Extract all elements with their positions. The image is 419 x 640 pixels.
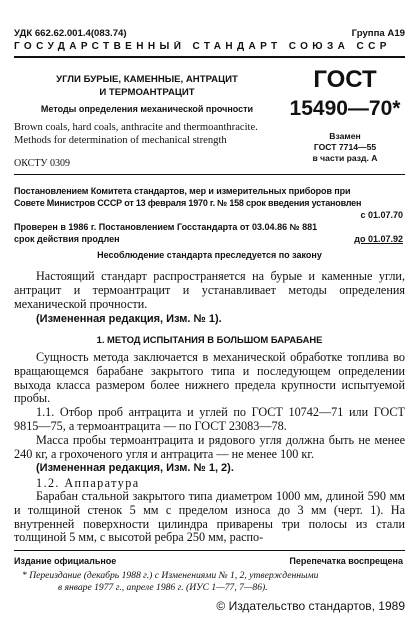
replaces-line3: в части разд. А: [312, 153, 378, 163]
intro-edition-note: (Измененная редакция, Изм. № 1).: [36, 313, 222, 325]
check-line1: Проверен в 1986 г. Постановлением Госстандарта от 03.04.86 № 881: [14, 222, 318, 232]
check-line2: срок действия продлен: [14, 234, 120, 244]
section1-apparatus-label: 1.2. Аппаратура: [36, 476, 140, 490]
intro-paragraph: Настоящий стандарт распространяется на бурые и каменные угли, антрацит и термоантрацит и устанавливает методы определения механической прочности.: [14, 269, 405, 311]
gost-number: 15490—70*: [289, 97, 401, 120]
standard-title: ГОСУДАРСТВЕННЫЙ СТАНДАРТ СОЮЗА ССР: [14, 41, 391, 52]
header-rule: [14, 56, 405, 58]
title-en-line1: Brown coals, hard coals, anthracite and thermoanthracite.: [14, 122, 258, 133]
official-edition: Издание официальное: [14, 556, 117, 566]
replaces-line1: Взамен: [329, 131, 361, 141]
udk-code: УДК 662.62.001.4(083.74): [14, 28, 127, 39]
reissue-note-line1: * Переиздание (декабрь 1988 г.) с Изменениями № 1, 2, утвержденными: [22, 570, 319, 581]
subtitle-ru: Методы определения механической прочности: [40, 104, 254, 114]
replaces-line2: ГОСТ 7714—55: [313, 142, 377, 152]
section1-edition-note: (Измененная редакция, Изм. № 1, 2).: [36, 462, 234, 474]
gost-label: ГОСТ: [313, 66, 377, 93]
section1-heading: 1. МЕТОД ИСПЫТАНИЯ В БОЛЬШОМ БАРАБАНЕ: [96, 334, 323, 345]
decree-line1: Постановлением Комитета стандартов, мер и измерительных приборов при: [14, 186, 351, 196]
check-until: до 01.07.92: [354, 234, 403, 244]
copyright: © Издательство стандартов, 1989: [216, 599, 405, 613]
reissue-note-line2: в январе 1977 г., апреле 1986 г. (ИУС 1—77, 7—86).: [58, 582, 268, 593]
footer-rule: [14, 550, 405, 551]
decree-line3: с 01.07.70: [360, 210, 403, 220]
decree-line2: Совете Министров СССР от 13 февраля 1970 г. № 158 срок введения установлен: [14, 198, 362, 208]
section1-paragraph-sampling: 1.1. Отбор проб антрацита и углей по ГОСТ 10742—71 или ГОСТ 9815—75, а термоантрацита — по ГОСТ 23083—78.: [14, 405, 405, 433]
title-ru-line1: УГЛИ БУРЫЕ, КАМЕННЫЕ, АНТРАЦИТ: [56, 74, 238, 85]
okstu-code: ОКСТУ 0309: [14, 158, 71, 169]
title-ru-line2: И ТЕРМОАНТРАЦИТ: [99, 87, 195, 98]
section1-paragraph-drum: Барабан стальной закрытого типа диаметром 1000 мм, длиной 590 мм и толщиной стенок 5 мм с пределом износа до 3 мм (черт. 1). На внутренней поверхности цилиндра приварены три полосы из стали толщиной 5 мм, с высотой ребра 250 мм, распо-: [14, 489, 405, 545]
prohibition-note: Несоблюдение стандарта преследуется по закону: [97, 250, 322, 260]
section1-paragraph-essence: Сущность метода заключается в механической обработке топлива во вращающемся барабане закрытого типа и последующем определении выхода класса размером более нижнего предела крупности испытуемой пробы.: [14, 350, 405, 406]
group-code: Группа А19: [351, 28, 405, 39]
title-en-line2: Methods for determination of mechanical strength: [14, 135, 227, 146]
reprint-notice: Перепечатка воспрещена: [289, 556, 403, 566]
section1-paragraph-mass: Масса пробы термоантрацита и рядового угля должна быть не менее 240 кг, а грохоченого угля и антрацита — не менее 100 кг.: [14, 433, 405, 461]
title-rule: [14, 174, 405, 175]
